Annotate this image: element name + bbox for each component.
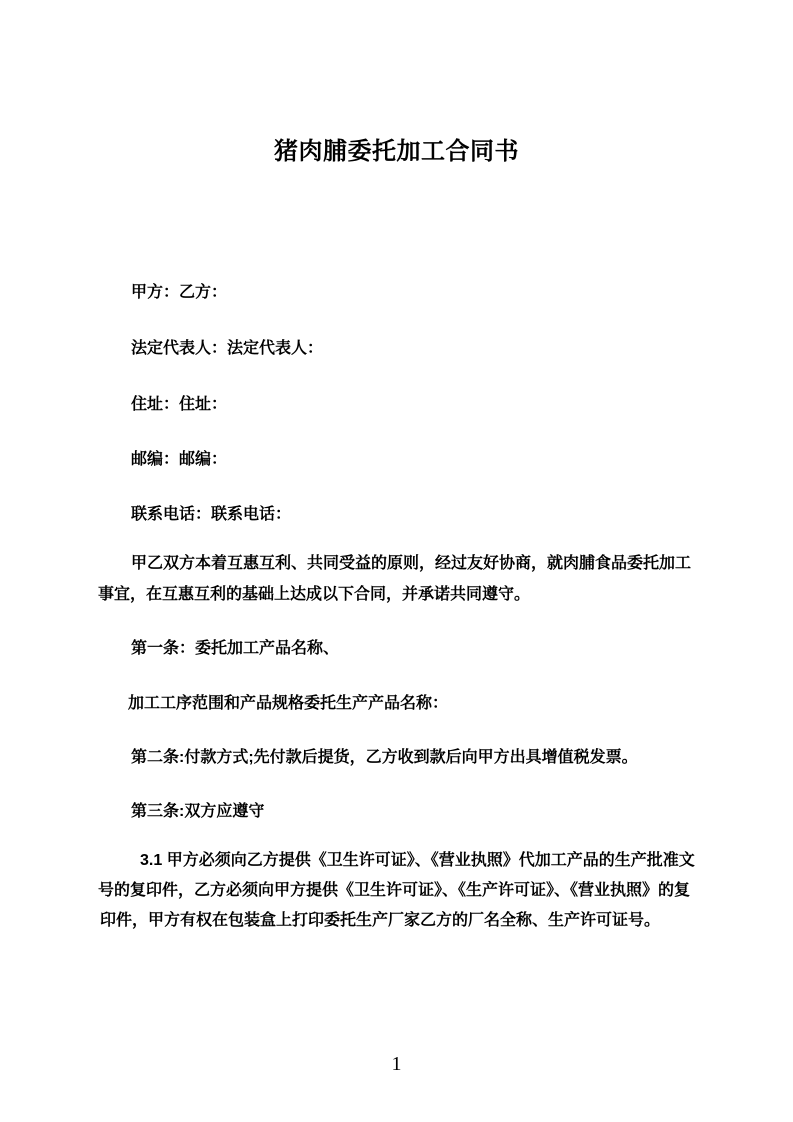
clause-3-1-line-1: 3.1 甲方必须向乙方提供《卫生许可证》、《营业执照》代加工产品的生产批准文: [140, 852, 695, 869]
clause-3-heading: 第三条:双方应遵守: [131, 803, 265, 820]
party-field-address: 住址：住址：: [131, 396, 228, 413]
party-field-legal-representative: 法定代表人：法定代表人：: [131, 340, 324, 357]
party-field-phone: 联系电话：联系电话：: [131, 506, 292, 523]
party-field-jiafang-yifang: 甲方：乙方：: [131, 284, 228, 301]
clause-3-1-line-2: 号的复印件，乙方必须向甲方提供《卫生许可证》、《生产许可证》、《营业执照》的复: [98, 882, 691, 899]
party-field-postal-code: 邮编：邮编：: [131, 451, 228, 468]
clause-1-heading: 第一条：委托加工产品名称、: [131, 640, 340, 657]
clause-2-payment-terms: 第二条:付款方式;先付款后提货，乙方收到款后向甲方出具增值税发票。: [131, 749, 638, 766]
intro-paragraph-line-1: 甲乙双方本着互惠互利、共同受益的原则，经过友好协商，就肉脯食品委托加工: [131, 555, 692, 572]
intro-paragraph-line-2: 事宜，在互惠互利的基础上达成以下合同，并承诺共同遵守。: [98, 586, 531, 603]
page-number: 1: [391, 1053, 402, 1075]
document-title: 猪肉脯委托加工合同书: [274, 138, 519, 165]
clause-3-1-line-3: 印件，甲方有权在包装盒上打印委托生产厂家乙方的厂名全称、生产许可证号。: [100, 912, 661, 929]
clause-1-continued: 加工工序范围和产品规格委托生产产品名称：: [128, 695, 449, 712]
